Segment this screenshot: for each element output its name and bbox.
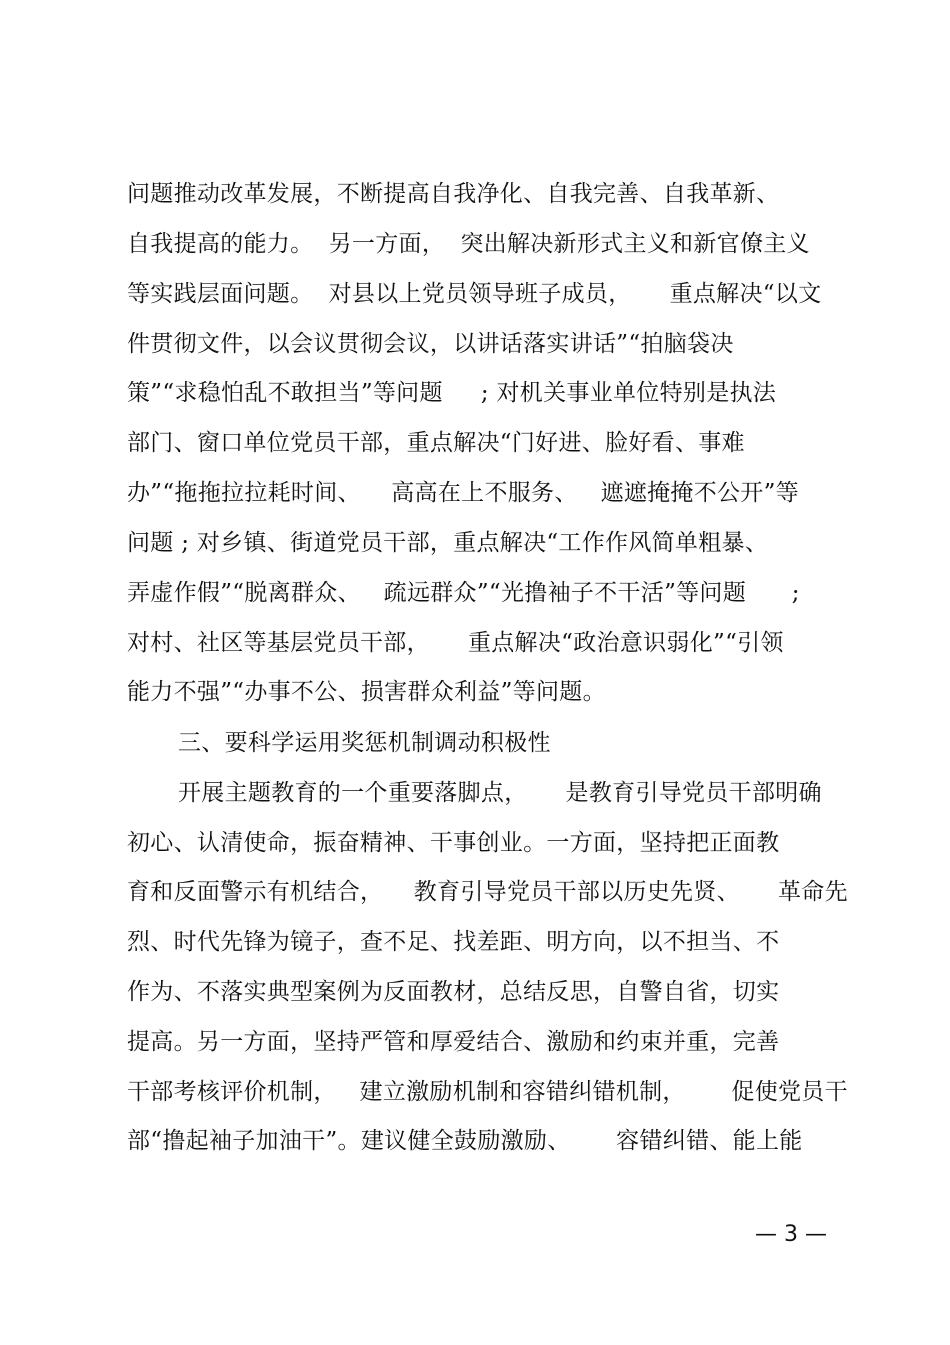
body-line-6: 部门、窗口单位党员干部，重点解决“门好进、脸好看、事难 — [127, 430, 745, 456]
section-line-3: 育和反面警示有机结合， 教育引导党员干部以历史先贤、 革命先 — [127, 879, 848, 905]
body-line-3: 等实践层面问题。 对县以上党员领导班子成员， 重点解决“以文 — [127, 281, 822, 307]
body-line-10: 对村、社区等基层党员干部， 重点解决“政治意识弱化”“引领 — [127, 630, 784, 656]
body-line-5: 策”“求稳怕乱不敢担当”等问题 ; 对机关事业单位特别是执法 — [127, 380, 777, 406]
section-line-4: 烈、时代先锋为镜子，查不足、找差距、明方向，以不担当、不 — [127, 929, 780, 955]
body-line-11: 能力不强”“办事不公、损害群众利益”等问题。 — [127, 679, 606, 705]
body-line-7: 办”“拖拖拉拉耗时间、 高高在上不服务、 遮遮掩掩不公开”等 — [127, 480, 799, 506]
section-line-2: 初心、认清使命，振奋精神、干事创业。一方面，坚持把正面教 — [127, 830, 780, 856]
body-line-1: 问题推动改革发展，不断提高自我净化、自我完善、自我革新、 — [127, 181, 780, 207]
body-line-2: 自我提高的能力。 另一方面， 突出解决新形式主义和新官僚主义 — [127, 231, 810, 257]
section-line-6: 提高。另一方面，坚持严管和厚爱结合、激励和约束并重，完善 — [127, 1029, 780, 1055]
page-number: — 3 — — [755, 1222, 827, 1247]
section-line-7: 干部考核评价机制， 建立激励机制和容错纠错机制， 促使党员干 — [127, 1079, 848, 1105]
body-line-9: 弄虚作假”“脱离群众、 疏远群众”“光撸袖子不干活”等问题 ; — [127, 580, 800, 606]
section-line-8: 部“撸起袖子加油干”。建议健全鼓励激励、 容错纠错、能上能 — [127, 1128, 803, 1154]
section-heading: 三、要科学运用奖惩机制调动积极性 — [178, 730, 551, 756]
body-line-4: 件贯彻文件，以会议贯彻会议，以讲话落实讲话”“拍脑袋决 — [127, 331, 734, 357]
section-line-5: 作为、不落实典型案例为反面教材，总结反思，自警自省，切实 — [127, 979, 780, 1005]
section-line-1: 开展主题教育的一个重要落脚点， 是教育引导党员干部明确 — [178, 780, 822, 806]
body-line-8: 问题 ; 对乡镇、街道党员干部，重点解决“工作作风简单粗暴、 — [127, 530, 769, 556]
